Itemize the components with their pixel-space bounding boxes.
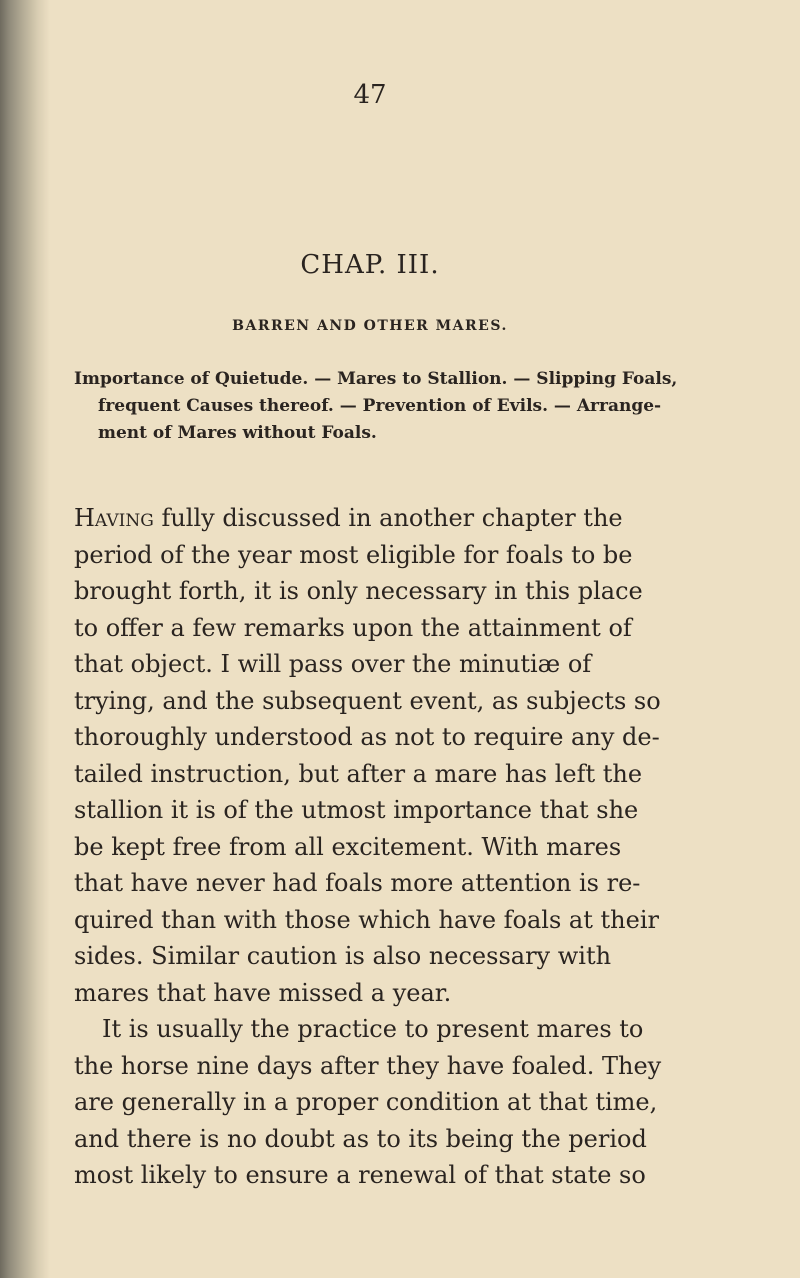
summary-line: ment of Mares without Foals. <box>98 423 377 443</box>
body-line: period of the year most eligible for foals to be <box>74 540 633 569</box>
body-line: that have never had foals more attention is re- <box>74 869 641 897</box>
body-line: the horse nine days after they have foaled. They <box>74 1051 662 1080</box>
page-number: 47 <box>353 80 387 110</box>
body-line-para-start: It is usually the practice to present mares to <box>102 1015 644 1043</box>
body-line: that object. I will pass over the minutiæ of <box>74 650 592 678</box>
body-line: brought forth, it is only necessary in this place <box>74 577 643 605</box>
body-line: quired than with those which have foals at their <box>74 905 659 934</box>
chapter-summary <box>74 366 730 447</box>
body-line: most likely to ensure a renewal of that state so <box>74 1161 646 1189</box>
body-line: sides. Similar caution is also necessary with <box>74 942 612 970</box>
body-line: stallion it is of the utmost importance that she <box>74 796 639 824</box>
body-line: mares that have missed a year. <box>74 978 452 1007</box>
page-gutter-shadow <box>0 0 50 1278</box>
first-line-rest: fully discussed in another chapter the <box>153 504 623 532</box>
body-line: trying, and the subsequent event, as subjects so <box>74 686 661 715</box>
body-line: tailed instruction, but after a mare has left the <box>74 759 643 788</box>
body-line: to offer a few remarks upon the attainment of <box>74 613 632 642</box>
body-line: thoroughly understood as not to require any de- <box>74 723 660 751</box>
body-line: be kept free from all excitement. With mares <box>74 832 622 861</box>
opening-word: Having <box>74 504 154 532</box>
summary-line: Importance of Quietude. — Mares to Stallion. — Slipping Foals, <box>74 369 678 389</box>
body-line: are generally in a proper condition at that time, <box>74 1088 658 1116</box>
body-line: and there is no doubt as to its being the period <box>74 1124 647 1153</box>
body-line-first <box>74 500 730 537</box>
summary-line: frequent Causes thereof. — Prevention of Evils. — Arrange- <box>98 396 662 416</box>
chapter-title: CHAP. III. <box>300 250 440 280</box>
chapter-subtitle: BARREN AND OTHER MARES. <box>232 318 508 334</box>
body-text <box>74 500 730 1194</box>
